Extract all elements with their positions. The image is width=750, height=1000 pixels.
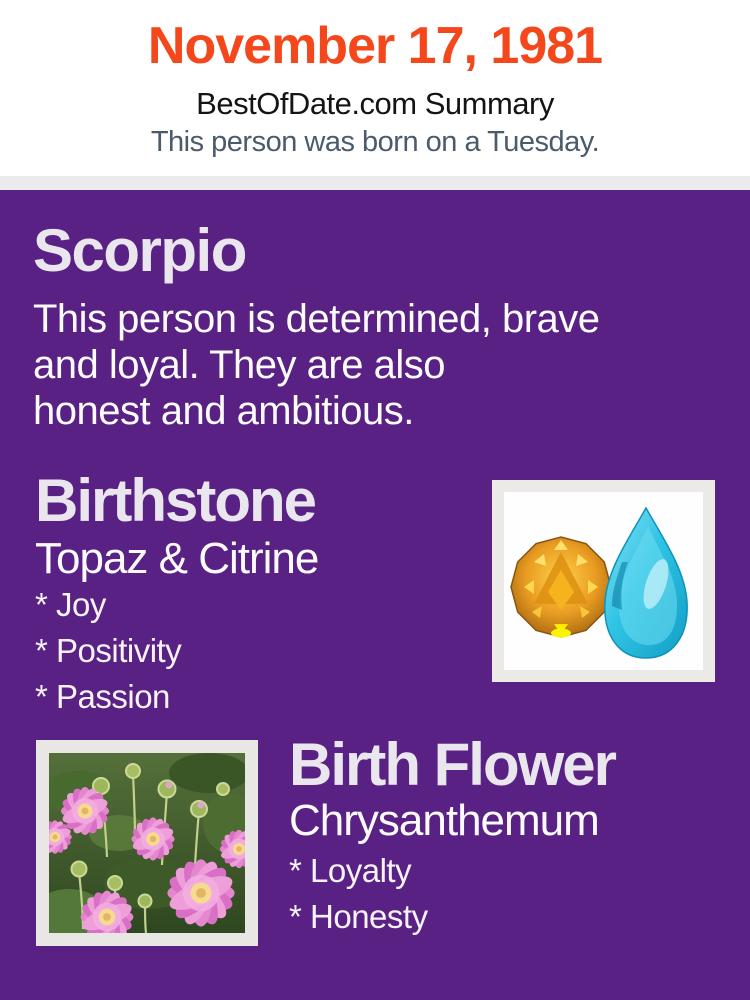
birth-flower-title: Birth Flower bbox=[289, 731, 616, 798]
trait-item: * Joy bbox=[35, 586, 106, 623]
site-summary: BestOfDate.com Summary bbox=[196, 86, 554, 121]
chrysanthemum-flowers-photo bbox=[49, 753, 245, 933]
birthstone-name: Topaz & Citrine bbox=[35, 534, 319, 583]
trait-item: * Honesty bbox=[289, 898, 428, 935]
header-divider bbox=[0, 176, 750, 190]
flower-photo-frame bbox=[36, 740, 258, 946]
zodiac-description bbox=[33, 296, 723, 434]
trait-item: * Passion bbox=[35, 678, 170, 715]
zodiac-sign-title: Scorpio bbox=[33, 217, 246, 284]
weekday-note: This person was born on a Tuesday. bbox=[150, 126, 600, 158]
zodiac-description-line: honest and ambitious. bbox=[33, 389, 414, 433]
gems-illustration bbox=[504, 492, 703, 670]
date-title: November 17, 1981 bbox=[147, 17, 603, 75]
birthstone-trait-list bbox=[35, 582, 181, 720]
birth-flower-name: Chrysanthemum bbox=[289, 796, 599, 845]
zodiac-description-line: and loyal. They are also bbox=[33, 343, 445, 387]
birth-flower-trait-list bbox=[289, 848, 428, 940]
blue-topaz-gem bbox=[605, 508, 687, 658]
trait-item: * Loyalty bbox=[289, 852, 412, 889]
page-header bbox=[0, 0, 750, 176]
birthstone-title: Birthstone bbox=[35, 467, 315, 534]
zodiac-description-line: This person is determined, brave bbox=[33, 297, 600, 341]
trait-item: * Positivity bbox=[35, 632, 182, 669]
gemstones-photo-frame bbox=[492, 480, 715, 682]
flowers-illustration bbox=[49, 753, 245, 933]
citrine-gem bbox=[511, 537, 611, 638]
topaz-and-citrine-gems-photo bbox=[504, 492, 703, 670]
